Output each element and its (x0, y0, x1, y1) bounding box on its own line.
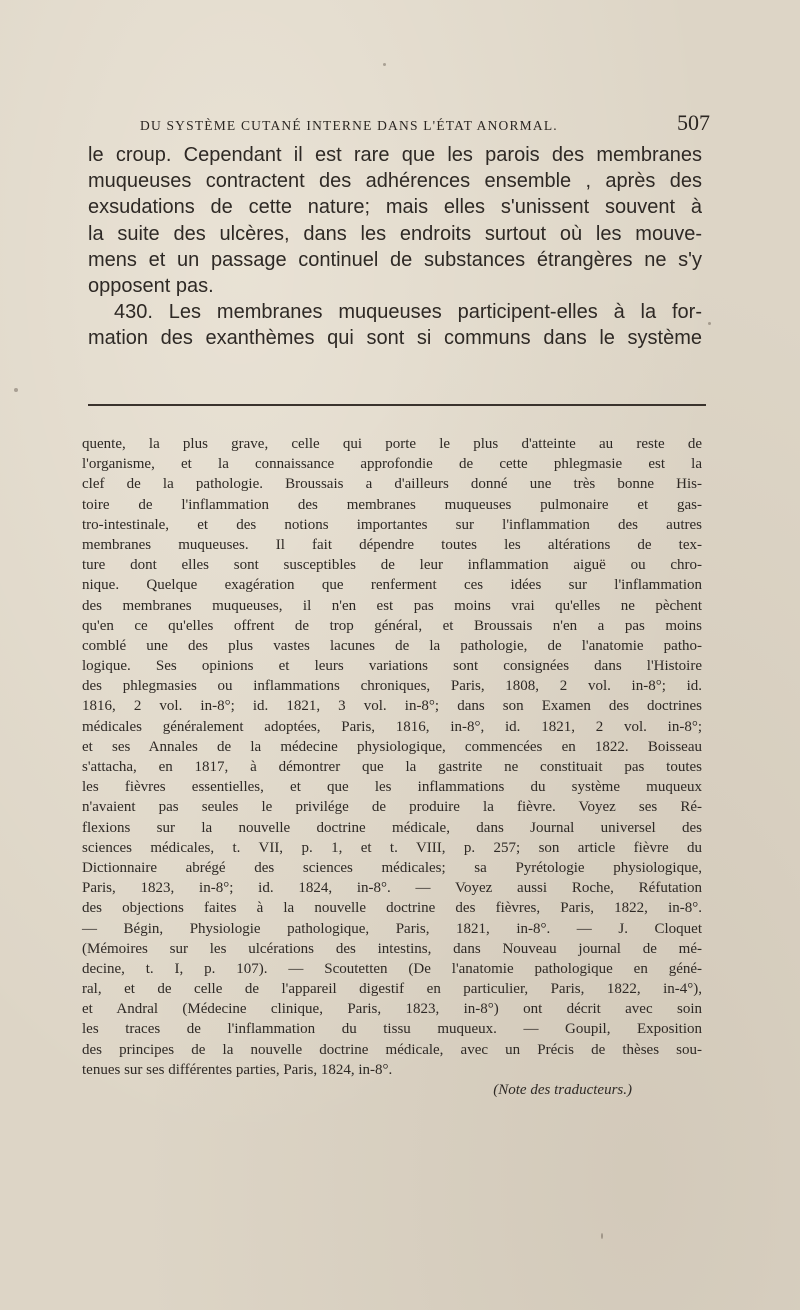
footnote-line: tenues sur ses différentes parties, Paris, 1824, in-8°. (82, 1061, 393, 1078)
footnote-line: logique. Ses opinions et leurs variations sont consignées dans l'Histoire (82, 658, 702, 675)
footnote-line: sciences médicales, t. VII, p. 1, et t. VIII, p. 257; son article fièvre du (82, 839, 702, 856)
footnote-line: Dictionnaire abrégé des sciences médicales; sa Pyrétologie physiologique, (82, 859, 702, 876)
paper-speck (383, 63, 386, 66)
footnote-line: qu'en ce qu'elles offrent de trop général, et Broussais n'en a pas moins (82, 617, 702, 634)
footnote-line: n'avaient pas seules le privilége de produire la fièvre. Voyez ses Ré- (82, 799, 702, 816)
footnote-line: 1816, 2 vol. in-8°; id. 1821, 3 vol. in-8°; dans son Examen des doctrines (82, 698, 702, 715)
footnote-line: médicales généralement adoptées, Paris, 1816, in-8°, id. 1821, 2 vol. in-8°; (82, 718, 702, 735)
footnote-line: (Mémoires sur les ulcérations des intestins, dans Nouveau journal de mé- (82, 940, 702, 957)
footnote-line: nique. Quelque exagération que renferment ces idées sur l'inflammation (82, 577, 702, 594)
footnote-line: ral, et de celle de l'appareil digestif en particulier, Paris, 1822, in-4°), (82, 981, 702, 998)
paper-speck (601, 1233, 603, 1239)
body-line: exsudations de cette nature; mais elles s'unissent souvent à (88, 196, 702, 219)
footnote-line: les traces de l'inflammation du tissu muqueux. — Goupil, Exposition (82, 1021, 702, 1038)
body-line: le croup. Cependant il est rare que les parois des membranes (88, 144, 702, 166)
running-title: DU SYSTÈME CUTANÉ INTERNE DANS L'ÉTAT ANORMAL. (140, 118, 558, 133)
footnote-line: clef de la pathologie. Broussais a d'ailleurs donné une très bonne His- (82, 476, 702, 493)
body-line: opposent pas. (88, 274, 214, 297)
footnote-line: quente, la plus grave, celle qui porte le plus d'atteinte au reste de (82, 436, 702, 452)
page-number: 507 (677, 110, 710, 135)
footnote-line: decine, t. I, p. 107). — Scoutetten (De l'anatomie pathologique en géné- (82, 960, 702, 977)
footnote-line: des principes de la nouvelle doctrine médicale, avec un Précis de thèses sou- (82, 1041, 702, 1058)
footnote-line: des phlegmasies ou inflammations chroniques, Paris, 1808, 2 vol. in-8°; id. (82, 678, 702, 695)
footnote-line: l'organisme, et la connaissance approfondie de cette phlegmasie est la (82, 456, 702, 473)
footnote-line: les fièvres essentielles, et que les inflammations du système muqueux (82, 779, 702, 796)
body-line: muqueuses contractent des adhérences ensemble , après des (88, 170, 702, 193)
main-text (88, 142, 702, 352)
running-head (140, 110, 710, 140)
body-line: mation des exanthèmes qui sont si communs dans le système (88, 327, 702, 350)
footnote-line: et Andral (Médecine clinique, Paris, 1823, in-8°) ont décrit avec soin (82, 1001, 702, 1018)
footnote-line: des membranes muqueuses, il n'en est pas moins vrai qu'elles ne pèchent (82, 597, 702, 614)
footnote-signoff: (Note des traducteurs.) (493, 1082, 632, 1098)
footnote-line: tro-intestinale, et des notions importantes sur l'inflammation des autres (82, 516, 702, 533)
body-line: 430. Les membranes muqueuses participent-elles à la for- (114, 301, 702, 324)
footnote-line: ture dont elles sont susceptibles de leur inflammation aiguë ou chro- (82, 557, 702, 574)
footnote-line: comblé une des plus vastes lacunes de la pathologie, de l'anatomie patho- (82, 637, 702, 654)
body-line: la suite des ulcères, dans les endroits surtout où les mouve- (88, 222, 702, 245)
footnote-line: toire de l'inflammation des membranes muqueuses pulmonaire et gas- (82, 496, 702, 513)
paper-speck (14, 388, 18, 392)
footnote-rule (88, 404, 706, 406)
footnote-line: des objections faites à la nouvelle doctrine des fièvres, Paris, 1822, in-8°. (82, 900, 702, 917)
footnote-line: s'attacha, en 1817, à démontrer que la gastrite ne constituait pas toutes (82, 759, 702, 775)
footnote-line: flexions sur la nouvelle doctrine médicale, dans Journal universel des (82, 819, 702, 836)
footnote-line: Paris, 1823, in-8°; id. 1824, in-8°. — Voyez aussi Roche, Réfutation (82, 880, 702, 897)
footnote-line: — Bégin, Physiologie pathologique, Paris, 1821, in-8°. — J. Cloquet (82, 920, 702, 937)
footnote-line: membranes muqueuses. Il fait dépendre toutes les altérations de tex- (82, 536, 702, 553)
footnote (82, 434, 702, 1100)
footnote-line: et ses Annales de la médecine physiologique, commencées en 1822. Boisseau (82, 738, 702, 755)
paper-speck (708, 322, 711, 325)
body-line: mens et un passage continuel de substances étrangères ne s'y (88, 248, 702, 271)
